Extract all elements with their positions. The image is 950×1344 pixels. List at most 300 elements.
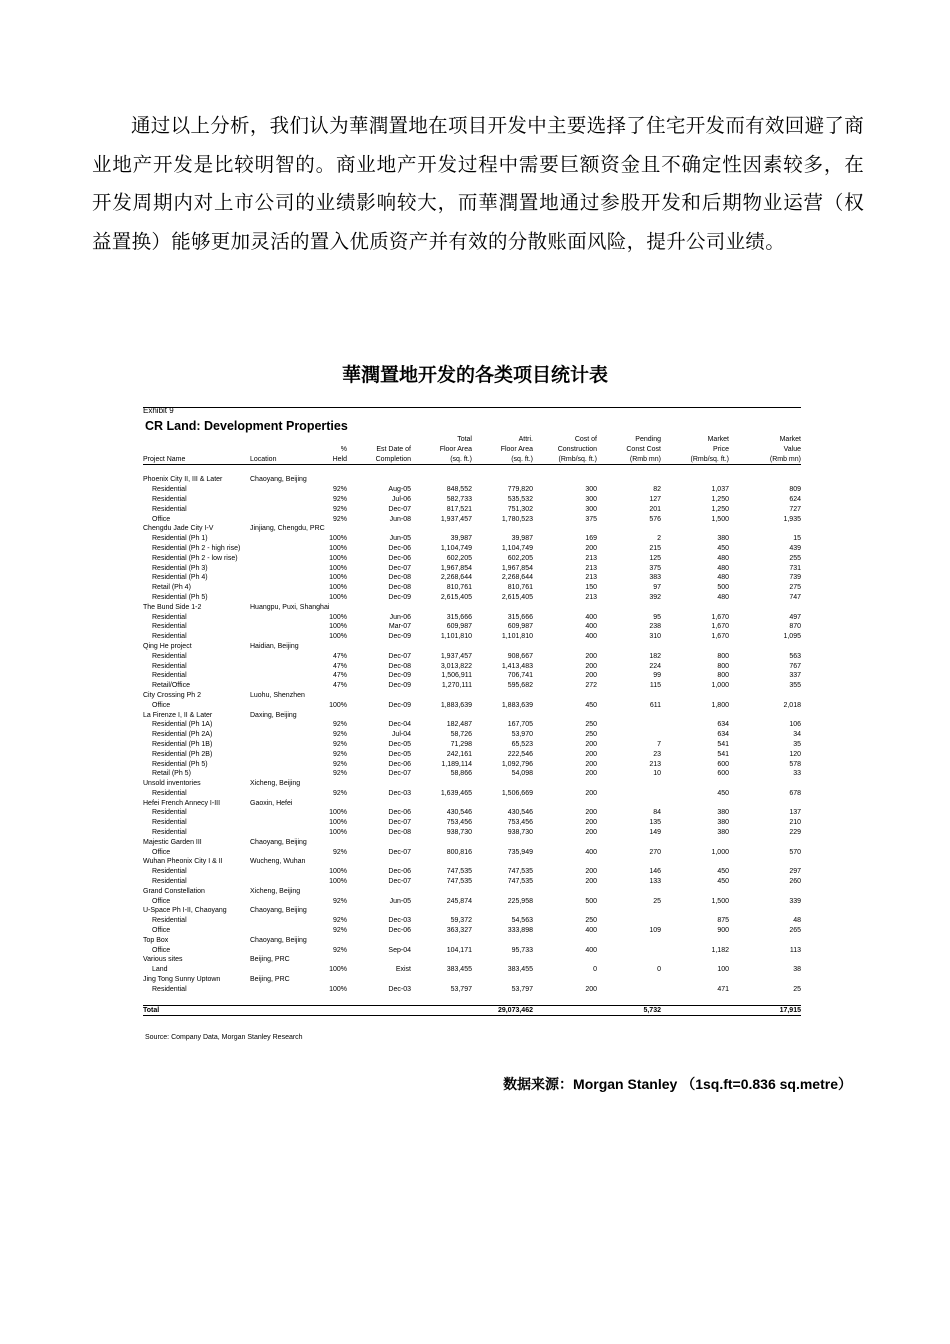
attr-area-cell: 39,987	[511, 535, 533, 543]
completion-cell: Jun-05	[389, 535, 411, 543]
cost-cell: 213	[585, 593, 597, 601]
completion-cell: Dec-08	[388, 829, 411, 837]
cost-cell: 400	[585, 927, 597, 935]
total-area-cell: 383,455	[446, 966, 472, 974]
completion-cell: Dec-09	[388, 633, 411, 641]
completion-cell: Dec-08	[388, 662, 411, 670]
price-cell: 1,250	[711, 495, 729, 503]
pending-cell: 23	[653, 750, 661, 758]
attr-area-cell: 167,705	[507, 721, 533, 729]
total-area-cell: 848,552	[446, 486, 472, 494]
pending-cell	[597, 720, 661, 730]
table-row	[143, 622, 801, 632]
table-row	[143, 485, 801, 495]
property-type: Residential	[152, 878, 187, 886]
pending-cell: 224	[649, 662, 661, 670]
cost-cell: 0	[593, 966, 597, 974]
total-area-cell: 53,797	[450, 985, 472, 993]
total-area-cell: 71,298	[450, 740, 472, 748]
completion-cell: Dec-09	[388, 682, 411, 690]
project-group-row	[143, 955, 801, 965]
held-cell: 100%	[329, 623, 347, 631]
value-cell: 2,018	[783, 701, 801, 709]
property-type: Residential	[152, 662, 187, 670]
pending-cell	[597, 789, 661, 799]
cost-cell: 200	[585, 760, 597, 768]
cost-cell: 300	[585, 495, 597, 503]
property-type: Residential	[152, 633, 187, 641]
price-cell: 1,800	[711, 701, 729, 709]
held-cell: 100%	[329, 985, 347, 993]
table-row	[143, 818, 801, 828]
cost-cell: 200	[585, 770, 597, 778]
value-cell: 260	[789, 878, 801, 886]
price-cell: 875	[717, 917, 729, 925]
completion-cell: Jul-06	[391, 495, 411, 503]
attr-area-cell: 938,730	[507, 829, 533, 837]
pending-cell: 97	[653, 584, 661, 592]
property-type: Residential (Ph 5)	[152, 593, 208, 601]
exhibit-title: CR Land: Development Properties	[145, 419, 348, 433]
attr-area-cell: 383,455	[507, 966, 533, 974]
price-cell: 450	[717, 544, 729, 552]
table-row	[143, 769, 801, 779]
property-type: Office	[152, 515, 171, 523]
cost-cell: 200	[585, 750, 597, 758]
attr-area-cell: 1,780,523	[501, 515, 533, 523]
attr-area-cell: 753,456	[507, 819, 533, 827]
price-cell: 800	[717, 662, 729, 670]
completion-cell: Dec-05	[388, 740, 411, 748]
total-area-cell: 1,270,111	[441, 682, 472, 690]
development-properties-table	[143, 435, 801, 1016]
completion-cell: Dec-08	[388, 584, 411, 592]
completion-cell: Mar-07	[388, 623, 411, 631]
table-row	[143, 632, 801, 642]
total-area-cell: 800,816	[446, 848, 472, 856]
value-cell: 25	[793, 985, 801, 993]
attr-area-cell: 747,535	[507, 868, 533, 876]
cost-cell: 400	[585, 623, 597, 631]
completion-cell: Dec-03	[388, 985, 411, 993]
cost-cell: 150	[585, 584, 597, 592]
table-row	[143, 613, 801, 623]
exhibit-number: Exhibit 9	[143, 406, 174, 415]
cost-cell: 200	[585, 544, 597, 552]
table-row	[143, 505, 801, 515]
cost-cell: 400	[585, 848, 597, 856]
value-cell: 767	[789, 662, 801, 670]
attr-area-cell: 2,268,644	[501, 574, 533, 582]
property-type: Land	[152, 966, 168, 974]
held-cell: 100%	[329, 564, 347, 572]
held-cell: 100%	[329, 544, 347, 552]
project-location: Xicheng, Beijing	[250, 780, 301, 788]
total-area-cell: 602,205	[446, 554, 472, 562]
held-cell: 92%	[332, 789, 347, 797]
pending-cell: 84	[653, 809, 661, 817]
total-area-cell: 1,967,854	[440, 564, 472, 572]
table-row	[143, 926, 801, 936]
price-cell: 1,250	[711, 505, 729, 513]
cost-cell: 400	[585, 633, 597, 641]
price-cell: 541	[717, 750, 729, 758]
total-row	[143, 1005, 801, 1016]
col-pending: Pending Const Cost (Rmb mn)	[626, 436, 661, 463]
cost-cell: 250	[585, 917, 597, 925]
attr-area-cell: 2,615,405	[501, 593, 533, 601]
table-row	[143, 573, 801, 583]
property-type: Residential (Ph 2B)	[152, 750, 213, 758]
total-area-cell: 1,506,911	[441, 672, 472, 680]
completion-cell: Dec-03	[388, 917, 411, 925]
pending-cell: 213	[649, 760, 661, 768]
property-type: Retail/Office	[152, 682, 190, 690]
pending-cell: 576	[649, 515, 661, 523]
property-type: Residential	[152, 652, 187, 660]
total-area-cell: 58,866	[450, 770, 472, 778]
value-cell: 1,095	[783, 633, 801, 641]
pending-cell: 238	[649, 623, 661, 631]
attr-area-cell: 908,667	[507, 652, 533, 660]
held-cell: 92%	[332, 740, 347, 748]
attr-area-cell: 810,761	[507, 584, 533, 592]
value-cell: 339	[789, 897, 801, 905]
attr-area-cell: 1,101,810	[501, 633, 533, 641]
project-name: Hefei French Annecy I-III	[143, 799, 221, 807]
table-row	[143, 720, 801, 730]
col-held: % Held	[332, 445, 347, 463]
value-cell: 33	[793, 770, 801, 778]
price-cell: 1,037	[711, 486, 729, 494]
total-area-cell: 58,726	[450, 731, 472, 739]
cost-cell: 250	[585, 721, 597, 729]
completion-cell: Dec-07	[388, 505, 411, 513]
total-area-cell: 747,535	[446, 878, 472, 886]
completion-cell: Dec-03	[388, 789, 411, 797]
completion-cell: Dec-09	[388, 593, 411, 601]
pending-cell: 201	[649, 505, 661, 513]
project-name: Wuhan Pheonix City I & II	[143, 858, 223, 866]
value-cell: 337	[789, 672, 801, 680]
property-type: Residential (Ph 3)	[152, 564, 208, 572]
total-area-cell: 1,937,457	[440, 652, 472, 660]
total-area-cell: 182,487	[446, 721, 472, 729]
project-name: La Firenze I, II & Later	[143, 711, 213, 719]
property-type: Office	[152, 927, 171, 935]
cost-cell: 400	[585, 946, 597, 954]
price-cell: 450	[717, 868, 729, 876]
col-location: Location	[250, 455, 277, 463]
property-type: Residential (Ph 2A)	[152, 731, 213, 739]
project-location: Wucheng, Wuhan	[250, 858, 306, 866]
property-type: Residential	[152, 486, 187, 494]
cost-cell: 400	[585, 613, 597, 621]
total-area-cell: 2,615,405	[440, 593, 472, 601]
col-attr-area: Attri. Floor Area (sq. ft.)	[500, 436, 533, 463]
value-cell: 439	[789, 544, 801, 552]
total-area-cell: 810,761	[446, 584, 472, 592]
completion-cell: Dec-07	[388, 848, 411, 856]
held-cell: 100%	[329, 584, 347, 592]
value-cell: 727	[789, 505, 801, 513]
completion-cell: Sep-04	[388, 946, 411, 954]
value-cell: 34	[793, 731, 801, 739]
pending-cell: 2	[657, 535, 661, 543]
table-row	[143, 897, 801, 907]
held-cell: 100%	[329, 574, 347, 582]
table-row	[143, 554, 801, 564]
total-area-cell: 1,101,810	[440, 633, 472, 641]
price-cell: 900	[717, 927, 729, 935]
cost-cell: 213	[585, 554, 597, 562]
project-name: Grand Constellation	[143, 887, 205, 895]
held-cell: 100%	[329, 554, 347, 562]
price-cell: 1,670	[711, 623, 729, 631]
pending-cell: 383	[649, 574, 661, 582]
analysis-paragraph: 通过以上分析，我们认为華潤置地在项目开发中主要选择了住宅开发而有效回避了商业地产开发是比较明智的。商业地产开发过程中需要巨额资金且不确定性因素较多，在开发周期内对上市公司的业绩影响较大，而華潤置地通过参股开发和后期物业运营（权益置换）能够更加灵活的置入优质资产并有效的分散账面风险，提升公司业绩。	[92, 114, 864, 253]
property-type: Office	[152, 897, 171, 905]
total-area-cell: 59,372	[450, 917, 472, 925]
header-row	[143, 435, 801, 464]
price-cell: 600	[717, 770, 729, 778]
table-row	[143, 701, 801, 711]
property-type: Residential (Ph 1)	[152, 535, 208, 543]
attr-area-cell: 609,987	[507, 623, 533, 631]
price-cell: 380	[717, 809, 729, 817]
held-cell: 92%	[332, 946, 347, 954]
completion-cell: Jul-04	[391, 731, 411, 739]
total-label: Total	[143, 1005, 250, 1016]
held-cell: 92%	[332, 897, 347, 905]
total-value: 17,915	[729, 1005, 801, 1016]
table-row	[143, 985, 801, 995]
held-cell: 92%	[332, 505, 347, 513]
project-name: Majestic Garden III	[143, 838, 202, 846]
project-group-row	[143, 711, 801, 721]
pending-cell: 127	[649, 495, 661, 503]
attr-area-cell: 706,741	[507, 672, 533, 680]
cost-cell: 500	[585, 897, 597, 905]
table-row	[143, 916, 801, 926]
value-cell: 265	[789, 927, 801, 935]
cost-cell: 200	[585, 652, 597, 660]
attr-area-cell: 54,563	[511, 917, 533, 925]
completion-cell: Dec-09	[388, 701, 411, 709]
cost-cell: 272	[585, 682, 597, 690]
price-cell: 634	[717, 721, 729, 729]
col-total-area: Total Floor Area (sq. ft.)	[439, 436, 472, 463]
property-type: Residential (Ph 1A)	[152, 721, 213, 729]
source-note: Source: Company Data, Morgan Stanley Research	[145, 1034, 303, 1041]
project-location: Xicheng, Beijing	[250, 887, 301, 895]
price-cell: 480	[717, 593, 729, 601]
table-row	[143, 877, 801, 887]
price-cell: 1,182	[711, 946, 729, 954]
total-area-cell: 363,327	[446, 927, 472, 935]
price-cell: 1,000	[711, 682, 729, 690]
project-location: Chaoyang, Beijing	[250, 936, 307, 944]
value-cell: 255	[789, 554, 801, 562]
total-area-cell: 2,268,644	[440, 574, 472, 582]
table-row	[143, 750, 801, 760]
completion-cell: Dec-07	[388, 770, 411, 778]
held-cell: 92%	[332, 750, 347, 758]
table-row	[143, 808, 801, 818]
pending-cell: 146	[649, 868, 661, 876]
value-cell: 578	[789, 760, 801, 768]
col-price: Market Price (Rmb/sq. ft.)	[690, 436, 729, 463]
value-cell: 35	[793, 740, 801, 748]
cost-cell: 200	[585, 878, 597, 886]
attr-area-cell: 53,970	[511, 731, 533, 739]
property-type: Residential	[152, 789, 187, 797]
property-type: Residential	[152, 819, 187, 827]
attr-area-cell: 95,733	[511, 946, 533, 954]
project-group-row	[143, 642, 801, 652]
value-cell: 809	[789, 486, 801, 494]
total-area-cell: 747,535	[446, 868, 472, 876]
attr-area-cell: 430,546	[507, 809, 533, 817]
project-group-row	[143, 857, 801, 867]
price-cell: 380	[717, 819, 729, 827]
project-location: Chaoyang, Beijing	[250, 838, 307, 846]
table-row	[143, 760, 801, 770]
completion-cell: Dec-08	[388, 574, 411, 582]
held-cell: 100%	[329, 878, 347, 886]
total-area-cell: 1,639,465	[440, 789, 472, 797]
cost-cell: 200	[585, 809, 597, 817]
project-location: Beijing, PRC	[250, 956, 290, 964]
pending-cell: 215	[649, 544, 661, 552]
attr-area-cell: 1,092,796	[501, 760, 533, 768]
pending-cell: 95	[653, 613, 661, 621]
cost-cell: 169	[585, 535, 597, 543]
project-location: Jinjiang, Chengdu, PRC	[250, 525, 325, 533]
pending-cell: 135	[649, 819, 661, 827]
value-cell: 739	[789, 574, 801, 582]
total-area-cell: 242,161	[446, 750, 472, 758]
attr-area-cell: 751,302	[507, 505, 533, 513]
project-location: Luohu, Shenzhen	[250, 691, 305, 699]
cost-cell: 300	[585, 486, 597, 494]
project-name: U-Space Ph I-II, Chaoyang	[143, 907, 227, 915]
pending-cell: 0	[657, 966, 661, 974]
total-area-cell: 39,987	[450, 535, 472, 543]
value-cell: 563	[789, 652, 801, 660]
completion-cell: Dec-06	[388, 554, 411, 562]
table-row	[143, 828, 801, 838]
completion-cell: Aug-05	[388, 486, 411, 494]
held-cell: 100%	[329, 966, 347, 974]
held-cell: 47%	[332, 672, 347, 680]
top-rule	[143, 407, 801, 408]
pending-cell: 392	[649, 593, 661, 601]
held-cell: 92%	[332, 760, 347, 768]
value-cell: 137	[789, 809, 801, 817]
pending-cell: 611	[649, 701, 661, 709]
price-cell: 1,670	[711, 633, 729, 641]
total-area-cell: 430,546	[446, 809, 472, 817]
table-row	[143, 534, 801, 544]
property-type: Residential (Ph 5)	[152, 760, 208, 768]
price-cell: 1,500	[711, 897, 729, 905]
pending-cell	[597, 730, 661, 740]
cost-cell: 300	[585, 505, 597, 513]
attr-area-cell: 333,898	[507, 927, 533, 935]
data-source-footnote: 数据来源：Morgan Stanley （1sq.ft=0.836 sq.metre）	[503, 1076, 852, 1092]
attr-area-cell: 735,949	[507, 848, 533, 856]
pending-cell: 82	[653, 486, 661, 494]
project-location: Gaoxin, Hefei	[250, 799, 293, 807]
property-type: Retail (Ph 5)	[152, 770, 191, 778]
table-row	[143, 583, 801, 593]
price-cell: 450	[717, 878, 729, 886]
project-group-row	[143, 838, 801, 848]
held-cell: 47%	[332, 662, 347, 670]
total-area-cell: 104,171	[446, 946, 472, 954]
attr-area-cell: 779,820	[507, 486, 533, 494]
price-cell: 471	[717, 985, 729, 993]
pending-cell	[597, 946, 661, 956]
pending-cell: 182	[649, 652, 661, 660]
pending-cell: 149	[649, 829, 661, 837]
cost-cell: 200	[585, 985, 597, 993]
total-area-cell: 609,987	[446, 623, 472, 631]
total-area-cell: 817,521	[446, 505, 472, 513]
held-cell: 100%	[329, 593, 347, 601]
completion-cell: Dec-06	[388, 809, 411, 817]
completion-cell: Jun-08	[389, 515, 411, 523]
property-type: Residential (Ph 1B)	[152, 740, 213, 748]
price-cell: 541	[717, 740, 729, 748]
total-area-cell: 938,730	[446, 829, 472, 837]
held-cell: 92%	[332, 515, 347, 523]
cost-cell: 200	[585, 868, 597, 876]
total-area-cell: 315,666	[446, 613, 472, 621]
value-cell: 113	[789, 946, 801, 954]
project-group-row	[143, 475, 801, 485]
total-area-cell: 1,883,639	[440, 701, 472, 709]
attr-area-cell: 1,413,483	[501, 662, 533, 670]
value-cell: 497	[789, 613, 801, 621]
completion-cell: Dec-09	[388, 672, 411, 680]
attr-area-cell: 1,506,669	[501, 789, 533, 797]
held-cell: 100%	[329, 701, 347, 709]
property-type: Residential	[152, 613, 187, 621]
property-type: Residential	[152, 868, 187, 876]
completion-cell: Dec-06	[388, 760, 411, 768]
pending-cell: 10	[653, 770, 661, 778]
completion-cell: Dec-04	[388, 721, 411, 729]
held-cell: 100%	[329, 809, 347, 817]
held-cell: 92%	[332, 848, 347, 856]
table-title: 華潤置地开发的各类项目统计表	[341, 364, 608, 386]
value-cell: 38	[793, 966, 801, 974]
price-cell: 1,000	[711, 848, 729, 856]
project-name: Unsold inventories	[143, 780, 201, 788]
table-row	[143, 662, 801, 672]
value-cell: 15	[793, 535, 801, 543]
pending-cell: 375	[649, 564, 661, 572]
cost-cell: 200	[585, 672, 597, 680]
project-name: The Bund Side 1-2	[143, 603, 202, 611]
project-group-row	[143, 691, 801, 701]
value-cell: 210	[789, 819, 801, 827]
total-area-cell: 1,937,457	[440, 515, 472, 523]
held-cell: 92%	[332, 927, 347, 935]
completion-cell: Dec-07	[388, 878, 411, 886]
